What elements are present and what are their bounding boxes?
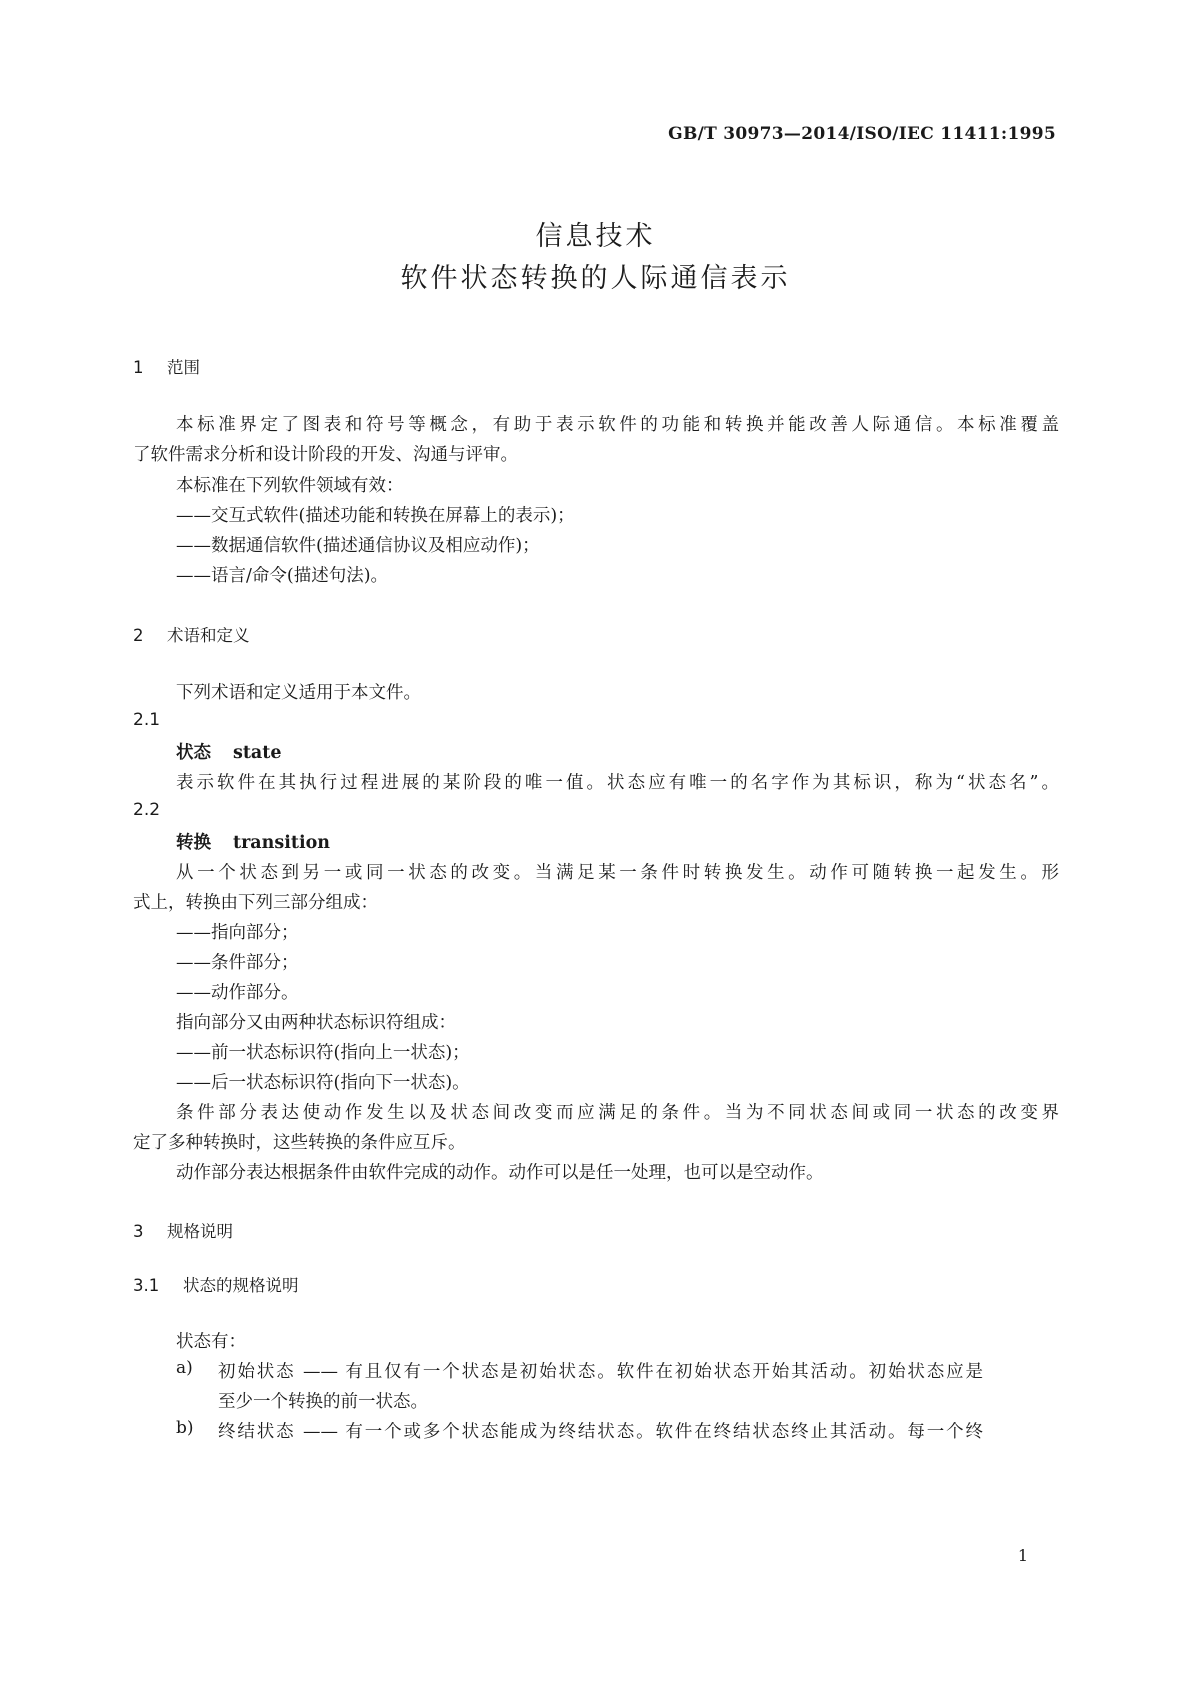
- section-title: 状态的规格说明: [183, 1276, 299, 1295]
- term-definition: 表示软件在其执行过程进展的某阶段的唯一值。状态应有唯一的名字作为其标识，称为“状态名”。: [176, 773, 1059, 793]
- paragraph-continued: 了软件需求分析和设计阶段的开发、沟通与评审。: [133, 445, 518, 465]
- list-item: ——指向部分；: [176, 923, 299, 943]
- term-en: state: [233, 743, 282, 763]
- term-number: 2.1: [133, 710, 161, 730]
- paragraph: 下列术语和定义适用于本文件。: [176, 683, 421, 703]
- list-label: a): [176, 1358, 193, 1378]
- list-item: ——前一状态标识符(指向上一状态)；: [176, 1043, 470, 1063]
- section-2-heading: [133, 622, 250, 646]
- document-id-header: GB/T 30973—2014/ISO/IEC 11411:1995: [668, 124, 1056, 144]
- paragraph: 条件部分表达使动作发生以及状态间改变而应满足的条件。当为不同状态间或同一状态的改变界: [176, 1103, 1059, 1123]
- list-item: ——动作部分。: [176, 983, 299, 1003]
- section-number: 3.1: [133, 1276, 160, 1295]
- section-title: 规格说明: [167, 1222, 233, 1241]
- list-item: ——语言/命令(描述句法)。: [176, 566, 389, 586]
- term-definition: 从一个状态到另一或同一状态的改变。当满足某一条件时转换发生。动作可随转换一起发生。形: [176, 863, 1059, 883]
- list-item: ——数据通信软件(描述通信协议及相应动作)；: [176, 536, 540, 556]
- paragraph: 状态有：: [176, 1332, 246, 1352]
- list-item-text: 终结状态 —— 有一个或多个状态能成为终结状态。软件在终结状态终止其活动。每一个终: [218, 1422, 983, 1442]
- term-number: 2.2: [133, 800, 161, 820]
- paragraph-continued: 定了多种转换时，这些转换的条件应互斥。: [133, 1133, 466, 1153]
- list-item: ——条件部分；: [176, 953, 299, 973]
- paragraph: 指向部分又由两种状态标识符组成：: [176, 1013, 456, 1033]
- list-item: ——交互式软件(描述功能和转换在屏幕上的表示)；: [176, 506, 575, 526]
- page-title-line2: 软件状态转换的人际通信表示: [400, 263, 791, 294]
- list-item: ——后一状态标识符(指向下一状态)。: [176, 1073, 470, 1093]
- section-title: 范围: [167, 358, 200, 377]
- page-number: 1: [1017, 1546, 1028, 1565]
- page-title-line1: 信息技术: [535, 221, 656, 252]
- term-en: transition: [233, 833, 330, 853]
- term-zh: 转换: [176, 833, 211, 853]
- section-number: 2: [133, 626, 144, 645]
- section-title: 术语和定义: [167, 626, 250, 645]
- section-3-1-heading: [133, 1272, 299, 1296]
- paragraph: 本标准界定了图表和符号等概念，有助于表示软件的功能和转换并能改善人际通信。本标准覆盖: [176, 415, 1059, 435]
- section-1-heading: [133, 354, 200, 378]
- paragraph: 本标准在下列软件领域有效：: [176, 476, 404, 496]
- term-heading: [176, 829, 330, 854]
- term-zh: 状态: [176, 743, 211, 763]
- section-3-heading: [133, 1218, 233, 1242]
- section-number: 1: [133, 358, 144, 377]
- list-item-text: 初始状态 —— 有且仅有一个状态是初始状态。软件在初始状态开始其活动。初始状态应是: [218, 1362, 983, 1382]
- list-item-text-continued: 至少一个转换的前一状态。: [218, 1392, 428, 1412]
- list-label: b): [176, 1418, 194, 1438]
- term-definition-continued: 式上，转换由下列三部分组成：: [133, 893, 378, 913]
- term-heading: [176, 739, 282, 764]
- paragraph: 动作部分表达根据条件由软件完成的动作。动作可以是任一处理，也可以是空动作。: [176, 1163, 824, 1183]
- section-number: 3: [133, 1222, 144, 1241]
